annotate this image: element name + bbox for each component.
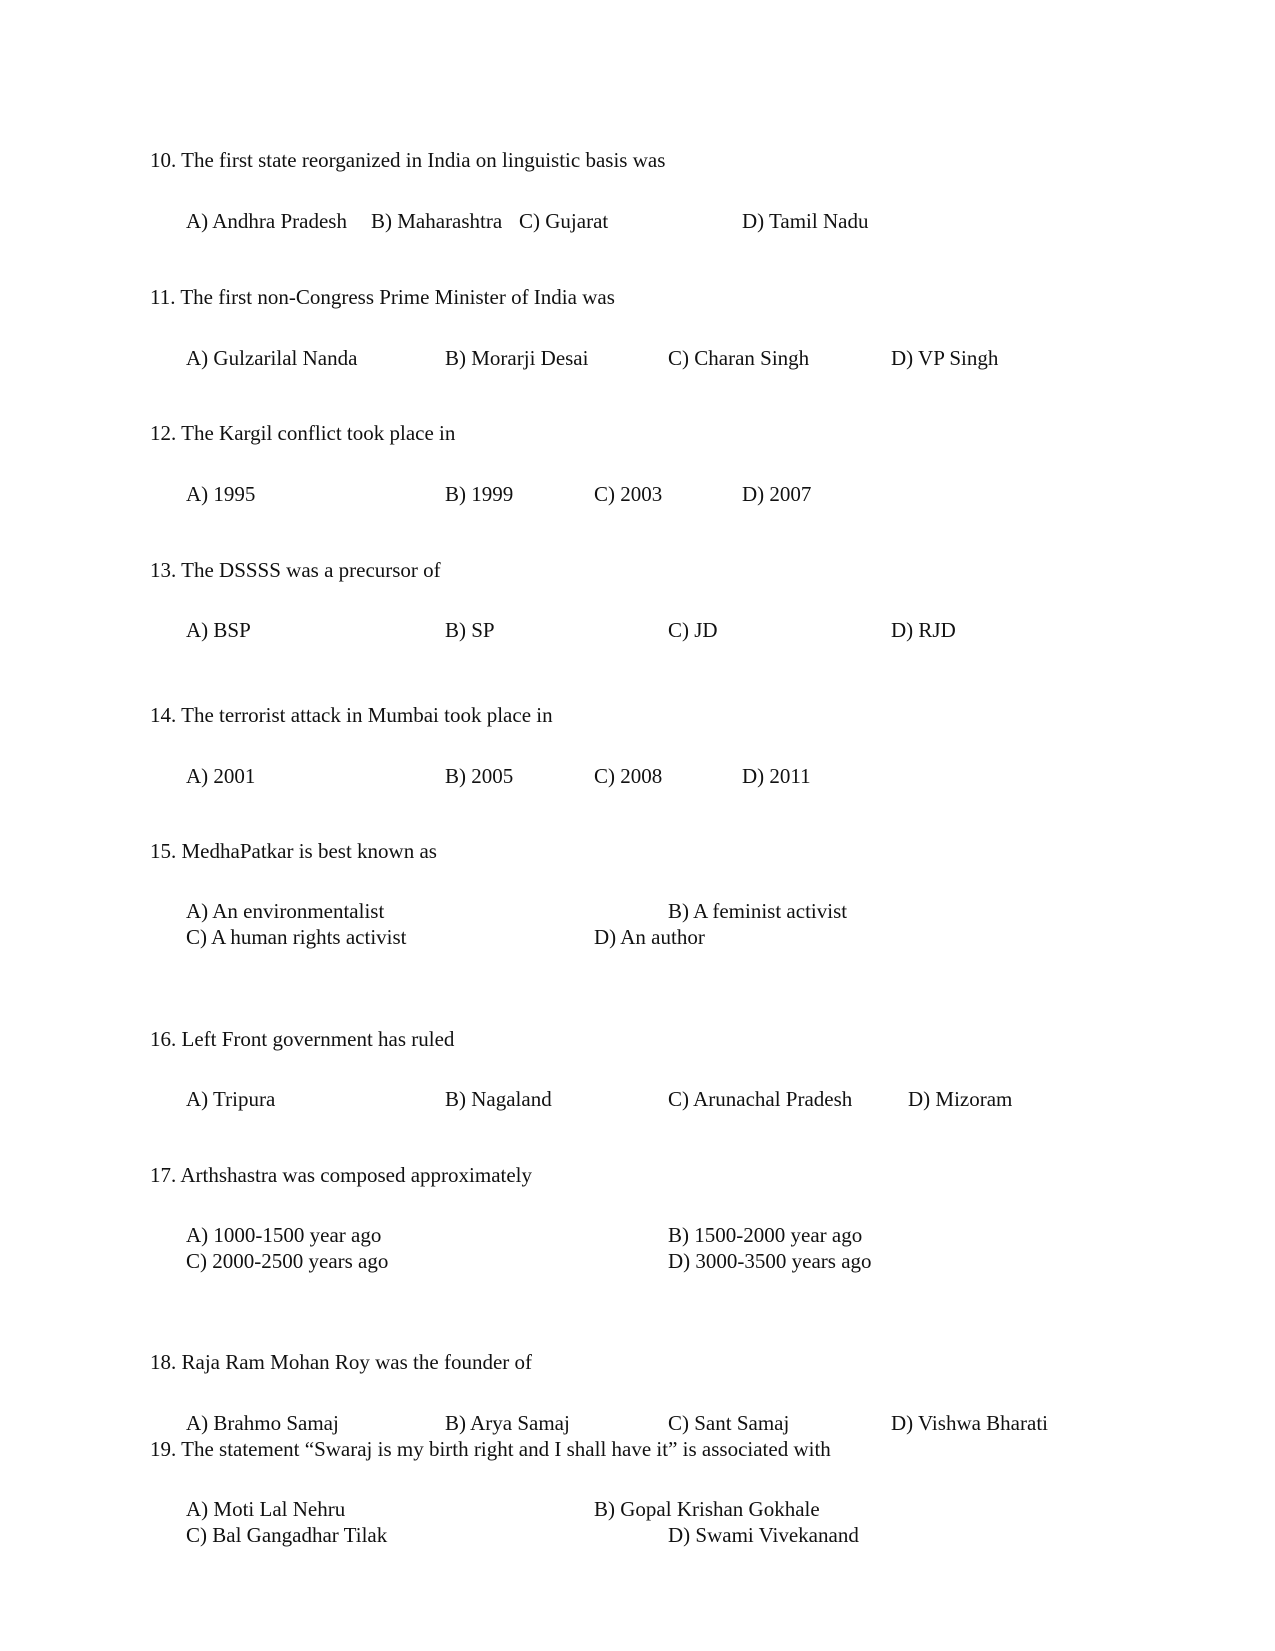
question-15-option-d: D) An author <box>594 925 705 949</box>
question-17-option-a: A) 1000-1500 year ago <box>186 1223 382 1247</box>
question-14-option-b: B) 2005 <box>445 764 514 788</box>
question-number: 11. <box>150 285 176 309</box>
question-19-stem <box>150 1439 831 1460</box>
question-14-stem <box>150 705 553 726</box>
question-16-option-b: B) Nagaland <box>445 1087 552 1111</box>
question-10-option-a: A) Andhra Pradesh <box>186 209 347 233</box>
question-12-option-c: C) 2003 <box>594 482 663 506</box>
question-13-option-a: A) BSP <box>186 618 251 642</box>
question-15-option-c: C) A human rights activist <box>186 925 407 949</box>
question-17-stem <box>150 1165 532 1186</box>
question-17-option-b: B) 1500-2000 year ago <box>668 1223 863 1247</box>
question-19-option-a: A) Moti Lal Nehru <box>186 1497 346 1521</box>
question-14-option-c: C) 2008 <box>594 764 663 788</box>
question-number: 19. <box>150 1437 177 1461</box>
question-number: 13. <box>150 558 177 582</box>
question-text: The Kargil conflict took place in <box>181 421 456 445</box>
question-17-option-c: C) 2000-2500 years ago <box>186 1249 389 1273</box>
question-text: Arthshastra was composed approximately <box>180 1163 533 1187</box>
question-10-option-d: D) Tamil Nadu <box>742 209 869 233</box>
question-number: 18. <box>150 1350 177 1374</box>
question-15-option-a: A) An environmentalist <box>186 899 385 923</box>
question-text: Raja Ram Mohan Roy was the founder of <box>181 1350 533 1374</box>
question-10-option-c: C) Gujarat <box>519 209 609 233</box>
question-text: The first non-Congress Prime Minister of India was <box>180 285 615 309</box>
question-number: 12. <box>150 421 177 445</box>
question-19-option-d: D) Swami Vivekanand <box>668 1523 859 1547</box>
question-13-option-b: B) SP <box>445 618 495 642</box>
question-11-option-d: D) VP Singh <box>891 346 999 370</box>
question-11-option-b: B) Morarji Desai <box>445 346 589 370</box>
question-18-option-b: B) Arya Samaj <box>445 1411 570 1435</box>
question-18-option-d: D) Vishwa Bharati <box>891 1411 1048 1435</box>
question-16-option-c: C) Arunachal Pradesh <box>668 1087 853 1111</box>
question-number: 10. <box>150 148 177 172</box>
question-18-option-c: C) Sant Samaj <box>668 1411 790 1435</box>
question-text: The first state reorganized in India on linguistic basis was <box>181 148 666 172</box>
question-16-stem <box>150 1029 454 1050</box>
question-number: 16. <box>150 1027 177 1051</box>
question-14-option-d: D) 2011 <box>742 764 811 788</box>
question-11-option-c: C) Charan Singh <box>668 346 810 370</box>
question-12-option-d: D) 2007 <box>742 482 812 506</box>
question-13-stem <box>150 560 441 581</box>
question-text: The terrorist attack in Mumbai took place in <box>181 703 553 727</box>
question-text: The DSSSS was a precursor of <box>181 558 441 582</box>
question-18-option-a: A) Brahmo Samaj <box>186 1411 339 1435</box>
question-17-option-d: D) 3000-3500 years ago <box>668 1249 872 1273</box>
question-11-option-a: A) Gulzarilal Nanda <box>186 346 358 370</box>
question-16-option-a: A) Tripura <box>186 1087 276 1111</box>
question-19-option-b: B) Gopal Krishan Gokhale <box>594 1497 820 1521</box>
question-18-stem <box>150 1352 532 1373</box>
question-14-option-a: A) 2001 <box>186 764 256 788</box>
question-10-option-b: B) Maharashtra <box>371 209 503 233</box>
question-10-stem <box>150 150 665 171</box>
question-13-option-d: D) RJD <box>891 618 956 642</box>
question-text: MedhaPatkar is best known as <box>181 839 437 863</box>
question-16-option-d: D) Mizoram <box>908 1087 1013 1111</box>
question-number: 14. <box>150 703 177 727</box>
question-12-option-b: B) 1999 <box>445 482 514 506</box>
question-13-option-c: C) JD <box>668 618 718 642</box>
question-number: 15. <box>150 839 177 863</box>
question-15-option-b: B) A feminist activist <box>668 899 848 923</box>
question-11-stem <box>150 287 615 308</box>
question-text: The statement “Swaraj is my birth right and I shall have it” is associated with <box>181 1437 831 1461</box>
question-12-stem <box>150 423 455 444</box>
question-text: Left Front government has ruled <box>181 1027 455 1051</box>
question-number: 17. <box>150 1163 177 1187</box>
question-19-option-c: C) Bal Gangadhar Tilak <box>186 1523 388 1547</box>
question-15-stem <box>150 841 437 862</box>
question-12-option-a: A) 1995 <box>186 482 256 506</box>
